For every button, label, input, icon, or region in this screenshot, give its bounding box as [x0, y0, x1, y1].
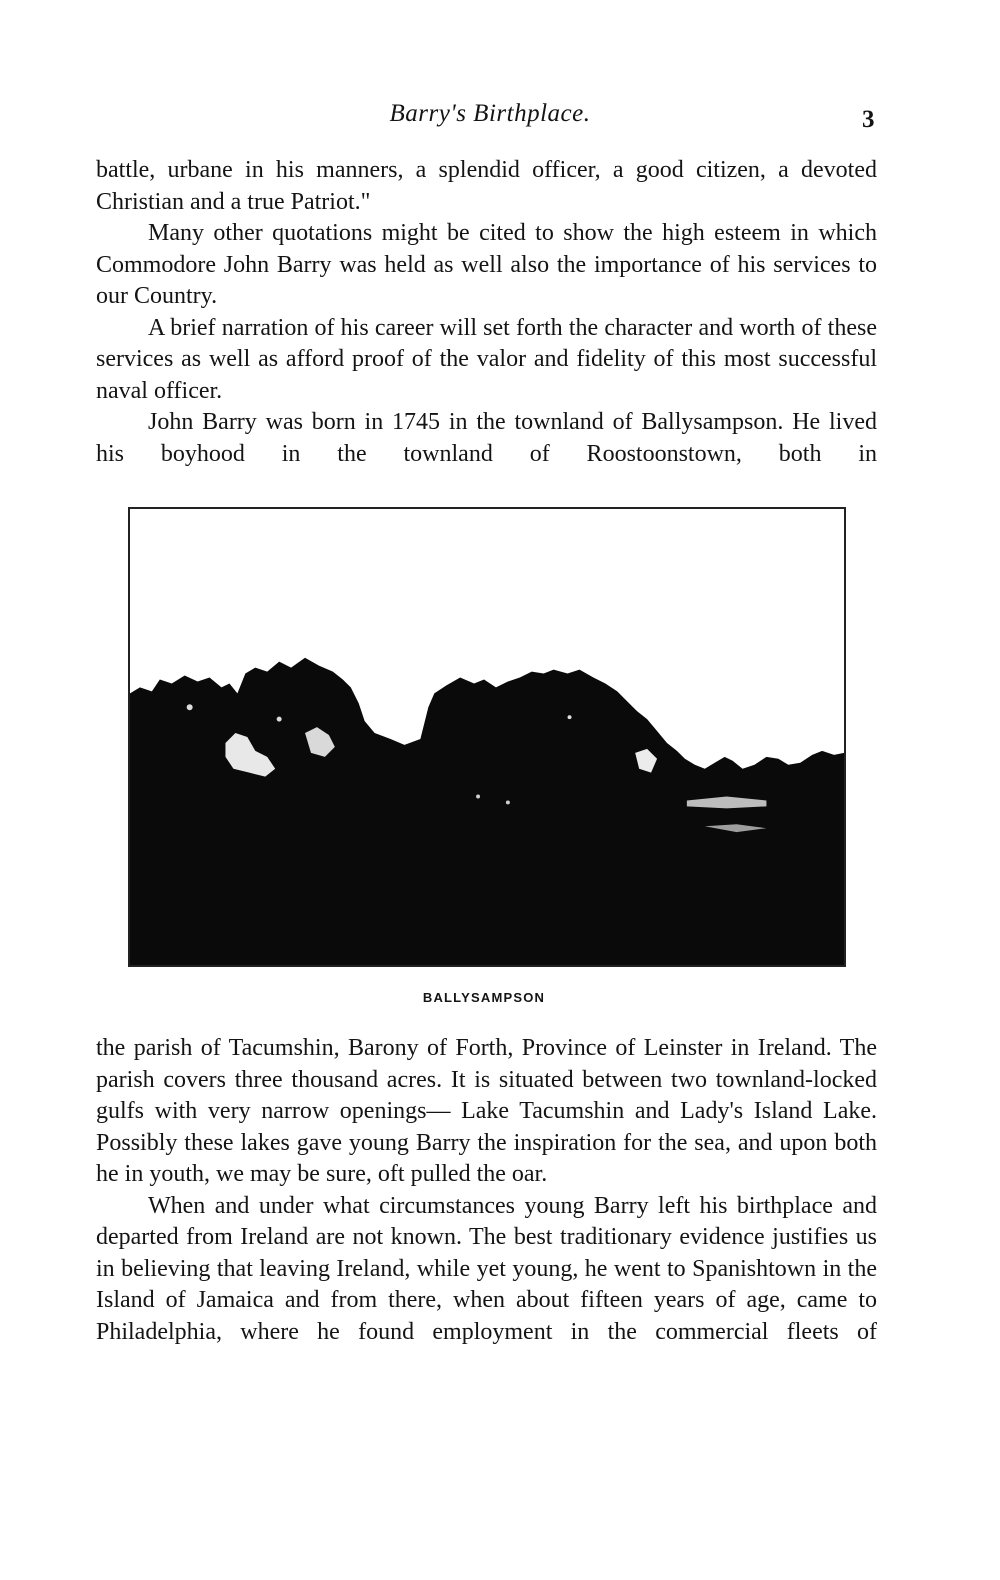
paragraph-quotations: Many other quotations might be cited to show the high esteem in which Commodore John Barry was held as well also the importance of his services to our Country.: [96, 220, 877, 309]
body-text-bottom: [96, 1033, 877, 1348]
figure-caption: BALLYSAMPSON: [422, 990, 546, 1005]
running-head: [0, 98, 1000, 132]
foliage-highlight: [506, 800, 510, 804]
paragraph-birth: John Barry was born in 1745 in the townland of Ballysampson. He lived his boyhood in the townland of Roostoonstown, both in: [96, 409, 877, 467]
page-number: 3: [862, 106, 875, 133]
foliage-highlight: [568, 715, 572, 719]
paragraph-narration: A brief narration of his career will set forth the character and worth of these services as well as afford proof of the valor and fidelity of this most successful naval officer.: [96, 314, 877, 404]
body-text-top: [96, 155, 877, 470]
foliage-highlight: [187, 704, 193, 710]
foliage-highlight: [277, 717, 282, 722]
ballysampson-photograph: [128, 507, 846, 967]
paragraph-departure: When and under what circumstances young Barry left his birthplace and departed from Ireland are not known. The best traditionary evidence justifies us in believing that leaving Ireland, while yet young, he went to Spanishtown in the Island of Jamaica and from there, when about fifteen years of age, came to Philadelphia, where he found employment in the commercial fleets of: [96, 1192, 877, 1345]
paragraph-parish: the parish of Tacumshin, Barony of Forth, Province of Leinster in Ireland. The parish covers three thousand acres. It is situated between two townland-locked gulfs with very narrow openings— Lake Tacumshin and Lady's Island Lake. Possibly these lakes gave young Barry the inspiration for the sea, and upon both he in youth, we may be sure, oft pulled the oar.: [96, 1035, 877, 1187]
running-title: Barry's Birthplace.: [389, 100, 591, 127]
foliage-highlight: [476, 794, 480, 798]
paragraph-continuation: battle, urbane in his manners, a splendid officer, a good citizen, a devoted Christian and a true Patriot.": [96, 157, 877, 215]
landscape-image: [130, 509, 844, 965]
